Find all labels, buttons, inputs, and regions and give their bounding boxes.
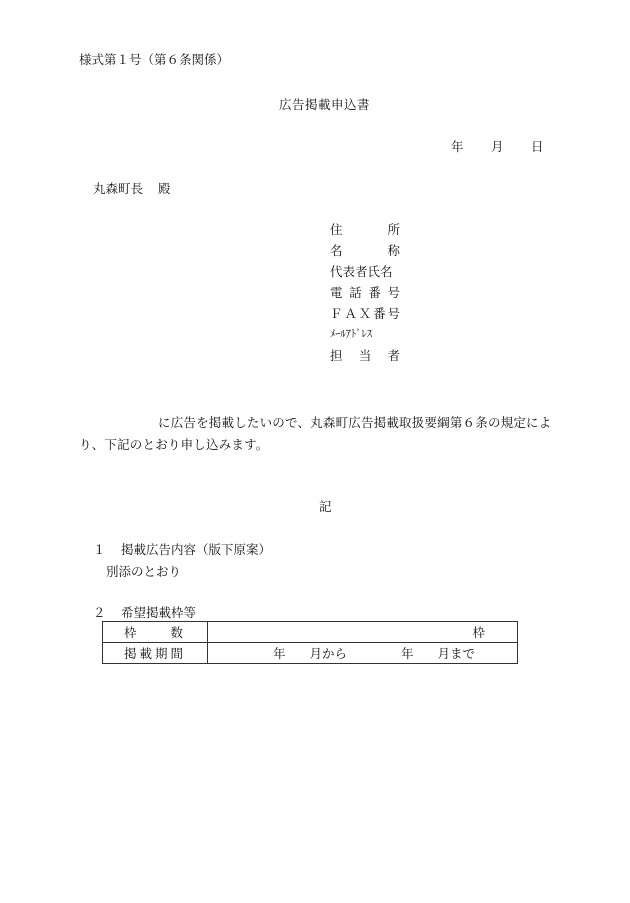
label-representative: 代表者氏名 [330, 264, 393, 279]
addressee-name: 丸森町長 [93, 181, 144, 196]
ad-frame-table [102, 621, 518, 664]
frame-count-value: 枠 [208, 622, 518, 643]
body-paragraph: に広告を掲載したいので、丸森町広告掲載取扱要綱第６条の規定により、下記のとおり申し込みます。 [79, 415, 552, 452]
label-contact: 担 当 者 [330, 348, 400, 363]
frame-count-label: 枠 数 [103, 622, 208, 643]
label-email: ﾒｰﾙｱﾄﾞﾚｽ [330, 328, 372, 340]
item-2-title: 希望掲載枠等 [121, 605, 197, 620]
item-1-number: １ [93, 542, 106, 557]
item-2-number: ２ [93, 605, 106, 620]
table-row [103, 643, 518, 664]
item-1-detail: 別添のとおり [106, 564, 182, 579]
date-month: 月 [491, 139, 504, 154]
period-value: 年 月から 年 月まで [208, 643, 518, 664]
date-year: 年 [451, 139, 464, 154]
addressee-honorific: 殿 [158, 181, 171, 196]
form-number: 様式第１号（第６条関係） [79, 52, 230, 67]
applicant-labels [330, 221, 400, 368]
period-label: 掲載期間 [103, 643, 208, 664]
label-name: 名 称 [330, 243, 400, 258]
item-1-title: 掲載広告内容（版下原案） [121, 542, 272, 557]
label-phone: 電 話 番 号 [330, 285, 400, 300]
ki-heading: 記 [319, 499, 332, 514]
table-row [103, 622, 518, 643]
document-title: 広告掲載申込書 [279, 97, 371, 112]
date-day: 日 [531, 139, 544, 154]
label-address: 住 所 [330, 222, 400, 237]
label-fax: Ｆ Ａ Ｘ 番 号 [330, 306, 400, 321]
